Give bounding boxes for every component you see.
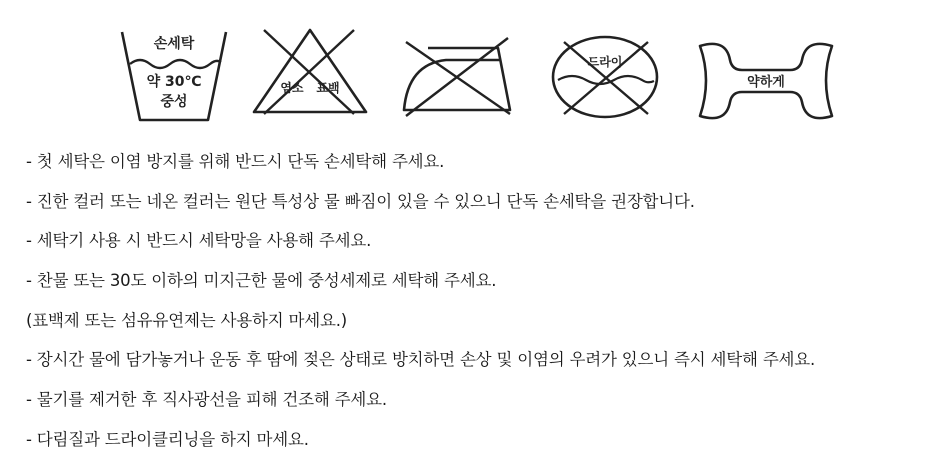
hand-wash-label: 손세탁 [153,36,195,52]
bleach-label: 표백 [316,81,340,95]
wash-temperature-label: 약 30℃ [146,74,202,90]
instruction-line: - 물기를 제거한 후 직사광선을 피해 건조해 주세요. [26,390,387,410]
gentle-label: 약하게 [747,75,785,90]
no-bleach-triangle-icon [250,26,370,116]
care-instructions-list [26,152,815,470]
hand-wash-tub-icon [118,22,230,126]
chlorine-label: 염소 [280,81,304,95]
instruction-line: (표백제 또는 섬유유연제는 사용하지 마세요.) [26,310,348,330]
no-iron-icon [398,34,516,120]
instruction-line: - 진한 컬러 또는 네온 컬러는 원단 특성상 물 빠짐이 있을 수 있으니 단독 손세탁을 권장합니다. [26,191,695,211]
instruction-line: - 다림질과 드라이클리닝을 하지 마세요. [26,429,309,449]
care-symbols-row [0,0,950,140]
no-dry-clean-icon [548,32,662,122]
instruction-line: - 첫 세탁은 이염 방지를 위해 반드시 단독 손세탁해 주세요. [26,152,445,171]
instruction-line: - 장시간 물에 담가놓거나 운동 후 땀에 젖은 상태로 방치하면 손상 및 이염의 우려가 있으니 즉시 세탁해 주세요. [26,350,816,370]
dry-clean-label: 드라이 [587,55,623,69]
gentle-wring-icon [696,40,836,122]
instruction-line: - 찬물 또는 30도 이하의 미지근한 물에 중성세제로 세탁해 주세요. [26,271,497,291]
instruction-line: - 세탁기 사용 시 반드시 세탁망을 사용해 주세요. [26,231,372,251]
neutral-detergent-label: 중성 [160,94,188,110]
